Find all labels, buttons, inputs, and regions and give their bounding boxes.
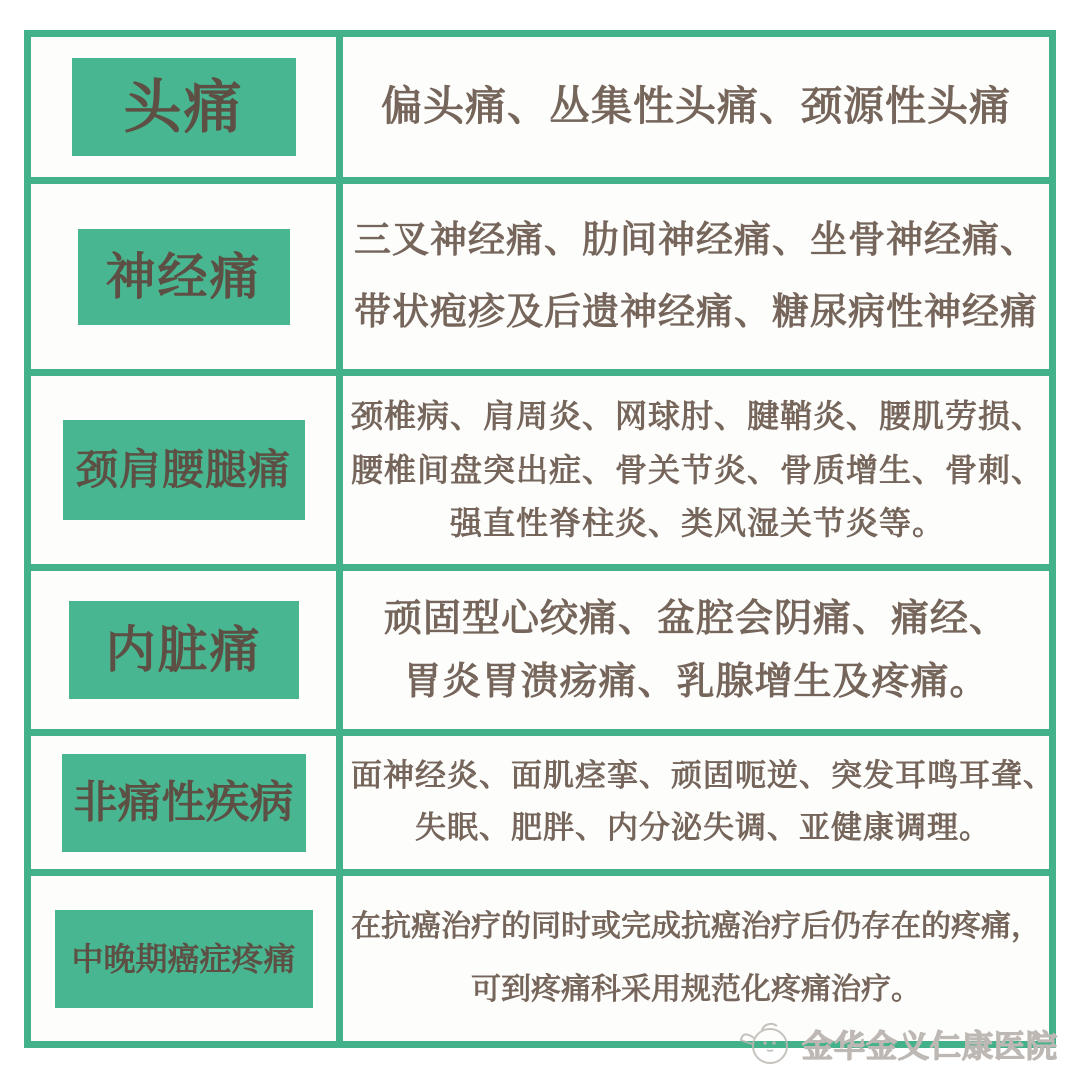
items-cell [343, 37, 1049, 177]
table-row [31, 876, 1049, 1041]
items-cell [343, 184, 1049, 369]
table-row [31, 184, 1049, 376]
category-chip: 内脏痛 [69, 601, 299, 699]
item-line: 顽固型心绞痛、盆腔会阴痛、痛经、 [383, 595, 1008, 640]
watermark-text: 金华金义仁康医院 [802, 1028, 1058, 1065]
table-row [31, 376, 1049, 571]
item-line: 失眠、肥胖、内分泌失调、亚健康调理。 [415, 809, 991, 846]
items-cell [343, 376, 1052, 564]
category-cell [31, 37, 343, 177]
pain-types-table [24, 30, 1056, 1048]
item-line: 强直性脊柱炎、类风湿关节炎等。 [450, 503, 946, 542]
category-chip: 颈肩腰腿痛 [63, 420, 305, 520]
item-line: 三叉神经痛、肋间神经痛、坐骨神经痛、 [354, 218, 1038, 262]
item-line: 偏头痛、丛集性头痛、颈源性头痛 [381, 82, 1011, 131]
item-line: 带状疱疹及后遗神经痛、糖尿病性神经痛 [354, 290, 1038, 334]
category-cell [31, 376, 343, 564]
category-chip: 中晚期癌症疼痛 [55, 910, 313, 1008]
items-cell [343, 876, 1049, 1041]
category-chip: 非痛性疾病 [62, 754, 306, 852]
table-row [31, 571, 1049, 736]
category-cell [31, 876, 343, 1041]
items-cell [343, 736, 1063, 869]
table-row [31, 37, 1049, 184]
category-chip: 头痛 [72, 58, 296, 156]
table-row [31, 736, 1055, 876]
category-chip: 神经痛 [78, 229, 290, 325]
item-line: 腰椎间盘突出症、骨关节炎、骨质增生、骨刺、 [351, 450, 1045, 489]
items-cell [343, 571, 1049, 729]
category-cell [31, 571, 343, 729]
item-line: 可到疼痛科采用规范化疼痛治疗。 [471, 971, 921, 1007]
category-cell [31, 184, 343, 369]
item-line: 胃炎胃溃疡痛、乳腺增生及疼痛。 [403, 658, 989, 703]
item-line: 在抗癌治疗的同时或完成抗癌治疗后仍存在的疼痛， [351, 909, 1041, 944]
item-line: 颈椎病、肩周炎、网球肘、腱鞘炎、腰肌劳损、 [351, 397, 1045, 436]
category-cell [31, 736, 343, 869]
item-line: 面神经炎、面肌痉挛、顽固呃逆、突发耳鸣耳聋、 [351, 757, 1055, 794]
